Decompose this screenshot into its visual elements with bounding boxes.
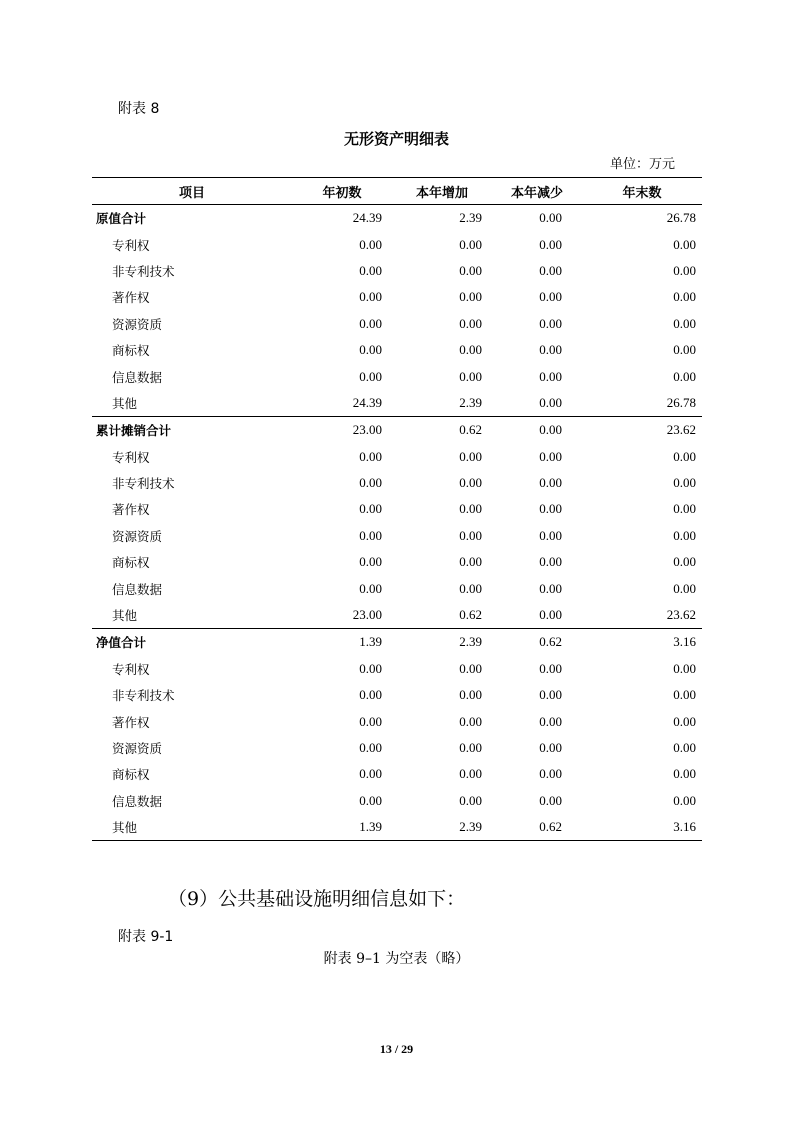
cell-value: 0.00 <box>359 740 382 755</box>
cell-value: 0.00 <box>459 501 482 517</box>
row-label: 信息数据 <box>112 793 163 809</box>
row-label: 信息数据 <box>112 369 163 385</box>
attachment-label-9-1: 附表 9-1 <box>118 929 174 945</box>
table-row <box>92 708 702 734</box>
cell-value: 0.00 <box>359 501 382 517</box>
table-row <box>92 575 702 601</box>
section-heading: （9）公共基础设施明细信息如下： <box>168 888 466 910</box>
cell-value: 0.00 <box>539 448 562 464</box>
cell-value: 0.00 <box>539 554 562 570</box>
table-row <box>92 284 702 310</box>
cell-value: 0.00 <box>359 792 382 808</box>
cell-value: 0.00 <box>539 210 562 226</box>
column-header: 项目 <box>178 185 205 201</box>
cell-value: 23.62 <box>666 607 696 623</box>
cell-value: 0.00 <box>459 289 482 305</box>
cell-value: 0.00 <box>359 315 382 331</box>
cell-value: 26.78 <box>666 210 696 226</box>
cell-value: 0.00 <box>359 368 382 384</box>
cell-value: 3.16 <box>582 814 702 841</box>
cell-value: 0.00 <box>359 766 382 782</box>
cell-value: 0.00 <box>359 687 382 703</box>
table-row <box>92 363 702 389</box>
column-header: 本年减少 <box>510 185 563 201</box>
row-label: 专利权 <box>112 661 150 677</box>
cell-value: 26.78 <box>666 394 696 410</box>
table-row <box>92 523 702 549</box>
cell-value: 0.00 <box>673 289 696 305</box>
table-row <box>92 470 702 496</box>
cell-value: 24.39 <box>352 210 382 226</box>
table-row <box>92 390 702 417</box>
cell-value: 0.00 <box>673 554 696 570</box>
cell-value: 0.00 <box>539 527 562 543</box>
cell-value: 0.00 <box>673 580 696 596</box>
row-label: 资源资质 <box>112 741 163 756</box>
table-row <box>92 311 702 337</box>
cell-value: 0.00 <box>539 580 562 596</box>
table-row <box>92 231 702 257</box>
cell-value: 0.00 <box>459 527 482 543</box>
table-row <box>92 444 702 470</box>
group-total-row <box>92 629 702 656</box>
cell-value: 0.00 <box>673 262 696 278</box>
cell-value: 0.00 <box>539 315 562 331</box>
table-row <box>92 788 702 814</box>
table-header-row <box>92 178 702 205</box>
cell-value: 0.00 <box>673 740 696 755</box>
table-row <box>92 337 702 363</box>
cell-value: 0.00 <box>359 475 382 491</box>
cell-value: 0.62 <box>392 417 492 444</box>
cell-value: 1.39 <box>292 814 392 841</box>
table-row <box>92 549 702 575</box>
cell-value: 0.00 <box>539 501 562 517</box>
cell-value: 0.00 <box>359 342 382 358</box>
cell-value: 0.00 <box>673 660 696 676</box>
cell-value: 0.00 <box>539 687 562 703</box>
cell-value: 0.00 <box>359 713 382 729</box>
cell-value: 0.00 <box>673 342 696 358</box>
row-label: 专利权 <box>112 449 150 465</box>
cell-value: 0.00 <box>673 687 696 703</box>
row-label: 资源资质 <box>112 316 163 332</box>
table-body <box>92 205 702 841</box>
cell-value: 0.00 <box>459 792 482 808</box>
cell-value: 0.00 <box>459 368 482 384</box>
cell-value: 0.00 <box>673 315 696 331</box>
cell-value: 0.00 <box>673 368 696 384</box>
cell-value: 0.00 <box>492 417 582 444</box>
cell-value: 0.00 <box>459 342 482 358</box>
column-header: 本年增加 <box>415 185 468 201</box>
row-label: 商标权 <box>112 767 150 783</box>
cell-value: 0.00 <box>459 315 482 331</box>
cell-value: 0.00 <box>459 448 482 464</box>
cell-value: 0.00 <box>359 289 382 305</box>
row-label: 非专利技术 <box>112 263 175 279</box>
cell-value: 0.00 <box>459 766 482 782</box>
table-row <box>92 682 702 708</box>
cell-value: 0.00 <box>673 766 696 782</box>
table-row <box>92 814 702 841</box>
cell-value: 0.00 <box>673 475 696 491</box>
cell-value: 0.00 <box>459 554 482 570</box>
intangible-assets-table <box>92 177 702 841</box>
cell-value: 2.39 <box>459 210 482 226</box>
cell-value: 0.00 <box>459 262 482 278</box>
row-label: 著作权 <box>112 502 150 518</box>
cell-value: 0.00 <box>459 236 482 252</box>
cell-value: 24.39 <box>352 394 382 410</box>
cell-value: 1.39 <box>292 629 392 656</box>
cell-value: 0.00 <box>539 262 562 278</box>
row-label: 商标权 <box>112 343 150 359</box>
row-label: 专利权 <box>112 237 150 253</box>
page-number: 13 / 29 <box>379 1042 414 1056</box>
group-total-row <box>92 417 702 444</box>
cell-value: 0.00 <box>459 713 482 729</box>
cell-value: 0.00 <box>673 448 696 464</box>
table-row <box>92 735 702 761</box>
empty-table-note: 附表 9–1 为空表（略） <box>323 951 470 967</box>
cell-value: 0.00 <box>539 289 562 305</box>
table-row <box>92 761 702 787</box>
cell-value: 0.00 <box>359 660 382 676</box>
cell-value: 0.00 <box>539 660 562 676</box>
cell-value: 0.00 <box>673 236 696 252</box>
cell-value: 0.00 <box>539 792 562 808</box>
cell-value: 2.39 <box>392 814 492 841</box>
table-row <box>92 602 702 629</box>
cell-value: 0.00 <box>459 687 482 703</box>
cell-value: 0.00 <box>459 740 482 755</box>
column-header: 年末数 <box>622 185 662 201</box>
row-label: 非专利技术 <box>112 688 175 704</box>
row-label: 其他 <box>112 395 138 411</box>
cell-value: 0.00 <box>673 527 696 543</box>
cell-value: 23.62 <box>582 417 702 444</box>
cell-value: 0.00 <box>539 713 562 729</box>
cell-value: 0.00 <box>359 236 382 252</box>
row-label: 净值合计 <box>92 629 292 656</box>
cell-value: 0.00 <box>359 554 382 570</box>
group-total-row <box>92 205 702 232</box>
cell-value: 0.00 <box>459 475 482 491</box>
cell-value: 0.00 <box>539 342 562 358</box>
table-row <box>92 496 702 522</box>
row-label: 非专利技术 <box>112 476 175 492</box>
cell-value: 0.00 <box>539 740 562 755</box>
cell-value: 0.00 <box>539 766 562 782</box>
row-label: 著作权 <box>112 290 150 306</box>
cell-value: 0.00 <box>539 607 562 623</box>
cell-value: 0.00 <box>459 580 482 596</box>
cell-value: 0.00 <box>359 580 382 596</box>
cell-value: 2.39 <box>459 394 482 410</box>
cell-value: 0.00 <box>539 368 562 384</box>
cell-value: 23.00 <box>292 417 392 444</box>
row-label: 累计摊销合计 <box>92 417 292 444</box>
cell-value: 3.16 <box>582 629 702 656</box>
cell-value: 0.00 <box>673 501 696 517</box>
row-label: 原值合计 <box>96 211 147 227</box>
table-row <box>92 656 702 682</box>
row-label: 著作权 <box>112 714 150 730</box>
cell-value: 0.00 <box>673 792 696 808</box>
table-row <box>92 258 702 284</box>
row-label: 其他 <box>112 608 138 624</box>
cell-value: 0.62 <box>459 607 482 623</box>
table-title: 无形资产明细表 <box>343 130 449 148</box>
row-label: 其他 <box>92 814 292 841</box>
row-label: 信息数据 <box>112 581 163 597</box>
cell-value: 0.00 <box>359 448 382 464</box>
cell-value: 0.00 <box>539 475 562 491</box>
attachment-label: 附表 8 <box>118 101 160 117</box>
cell-value: 0.62 <box>492 629 582 656</box>
cell-value: 0.00 <box>539 236 562 252</box>
cell-value: 0.00 <box>673 713 696 729</box>
cell-value: 0.00 <box>359 527 382 543</box>
cell-value: 0.00 <box>459 660 482 676</box>
cell-value: 0.00 <box>359 262 382 278</box>
cell-value: 2.39 <box>392 629 492 656</box>
cell-value: 23.00 <box>352 607 382 623</box>
unit-label: 单位：万元 <box>609 157 675 172</box>
row-label: 商标权 <box>112 555 150 571</box>
cell-value: 0.00 <box>539 394 562 410</box>
row-label: 资源资质 <box>112 528 163 544</box>
column-header: 年初数 <box>322 185 362 201</box>
cell-value: 0.62 <box>492 814 582 841</box>
